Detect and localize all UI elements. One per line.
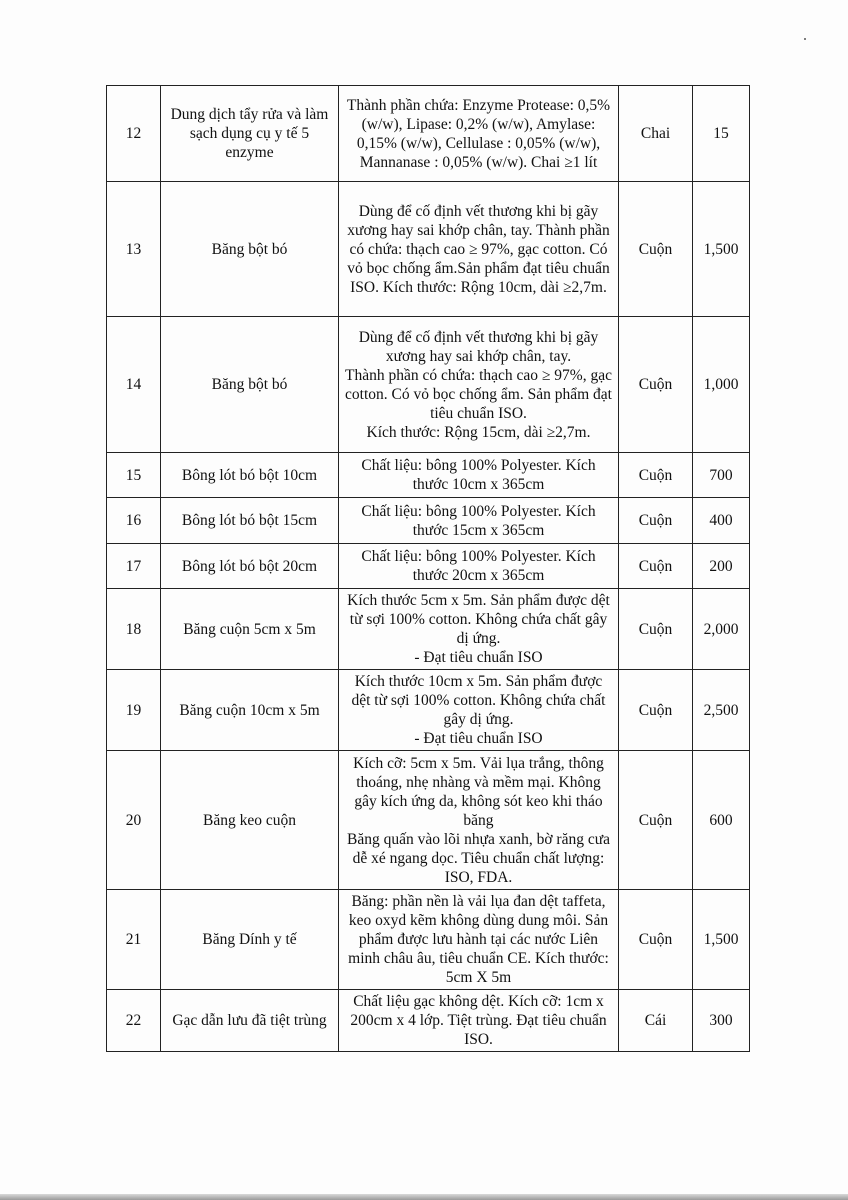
item-unit: Cuộn	[619, 317, 693, 453]
row-number: 18	[107, 589, 161, 670]
item-specification	[339, 498, 619, 544]
item-quantity: 700	[693, 453, 750, 498]
item-quantity: 300	[693, 990, 750, 1052]
item-specification	[339, 589, 619, 670]
item-unit: Cuộn	[619, 751, 693, 890]
item-specification	[339, 890, 619, 990]
item-name: Gạc dẫn lưu đã tiệt trùng	[161, 990, 339, 1052]
table-row	[107, 182, 750, 317]
specification-line: Chất liệu: bông 100% Polyester. Kích thước 10cm x 365cm	[361, 457, 596, 493]
table-row	[107, 86, 750, 182]
row-number: 13	[107, 182, 161, 317]
specification-line: Dùng để cố định vết thương khi bị gãy xương hay sai khớp chân, tay. Thành phần có chứa: thạch cao ≥ 97%, gạc cotton. Có vỏ bọc chống ẩm.Sản phẩm đạt tiêu chuẩn ISO. Kích thước: Rộng 10cm, dài ≥2,7m.	[347, 202, 610, 296]
item-name: Bông lót bó bột 10cm	[161, 453, 339, 498]
row-number: 14	[107, 317, 161, 453]
item-unit: Cái	[619, 990, 693, 1052]
item-specification	[339, 751, 619, 890]
item-unit: Cuộn	[619, 453, 693, 498]
table-row	[107, 544, 750, 589]
item-quantity: 200	[693, 544, 750, 589]
specification-line: Dùng để cố định vết thương khi bị gãy xương hay sai khớp chân, tay.	[358, 328, 599, 365]
supply-table-body	[107, 86, 750, 1052]
scan-speck	[804, 38, 806, 40]
item-unit: Cuộn	[619, 182, 693, 317]
row-number: 22	[107, 990, 161, 1052]
row-number: 15	[107, 453, 161, 498]
supply-table	[106, 85, 750, 1052]
item-unit: Cuộn	[619, 890, 693, 990]
specification-line: Thành phần chứa: Enzyme Protease: 0,5% (w/w), Lipase: 0,2% (w/w), Amylase: 0,15% (w/w), Cellulase : 0,05% (w/w), Mannanase : 0,05% (w/w). Chai ≥1 lít	[346, 96, 611, 171]
table-row	[107, 317, 750, 453]
item-name: Băng Dính y tế	[161, 890, 339, 990]
row-number: 16	[107, 498, 161, 544]
specification-line: - Đạt tiêu chuẩn ISO	[414, 649, 543, 666]
item-specification	[339, 670, 619, 751]
scan-bottom-edge	[0, 1194, 848, 1200]
item-unit: Cuộn	[619, 589, 693, 670]
item-specification	[339, 453, 619, 498]
item-specification	[339, 86, 619, 182]
item-unit: Cuộn	[619, 498, 693, 544]
specification-line: Kích cỡ: 5cm x 5m. Vải lụa trắng, thông thoáng, nhẹ nhàng và mềm mại. Không gây kích ứng da, không sót keo khi tháo băng	[353, 754, 604, 829]
item-name: Băng bột bó	[161, 317, 339, 453]
item-name: Dung dịch tẩy rửa và làm sạch dụng cụ y tế 5 enzyme	[161, 86, 339, 182]
specification-line: Kích thước 5cm x 5m. Sản phẩm được dệt từ sợi 100% cotton. Không chứa chất gây dị ứng.	[347, 592, 610, 647]
item-quantity: 1,500	[693, 182, 750, 317]
item-name: Băng cuộn 5cm x 5m	[161, 589, 339, 670]
item-name: Bông lót bó bột 20cm	[161, 544, 339, 589]
item-quantity: 400	[693, 498, 750, 544]
specification-line: Chất liệu: bông 100% Polyester. Kích thước 15cm x 365cm	[361, 502, 596, 539]
table-row	[107, 990, 750, 1052]
row-number: 17	[107, 544, 161, 589]
item-unit: Cuộn	[619, 544, 693, 589]
item-quantity: 2,500	[693, 670, 750, 751]
specification-line: Băng: phần nền là vải lụa đan dệt taffeta, keo oxyd kẽm không dùng dung môi. Sản phẩm được lưu hành tại các nước Liên minh châu âu, tiêu chuẩn CE. Kích thước: 5cm X 5m	[348, 893, 609, 986]
row-number: 19	[107, 670, 161, 751]
table-row	[107, 453, 750, 498]
specification-line: Thành phần có chứa: thạch cao ≥ 97%, gạc cotton. Có vỏ bọc chống ẩm. Sản phẩm đạt tiêu chuẩn ISO.	[345, 366, 612, 422]
item-specification	[339, 182, 619, 317]
row-number: 12	[107, 86, 161, 182]
specification-line: Chất liệu gạc không dệt. Kích cỡ: 1cm x 200cm x 4 lớp. Tiệt trùng. Đạt tiêu chuẩn ISO.	[350, 993, 607, 1048]
specification-line: Băng quấn vào lõi nhựa xanh, bờ răng cưa dễ xé ngang dọc. Tiêu chuẩn chất lượng: ISO, FDA.	[346, 830, 611, 886]
table-row	[107, 670, 750, 751]
item-name: Băng cuộn 10cm x 5m	[161, 670, 339, 751]
item-name: Bông lót bó bột 15cm	[161, 498, 339, 544]
row-number: 21	[107, 890, 161, 990]
item-specification	[339, 317, 619, 453]
item-name: Băng bột bó	[161, 182, 339, 317]
table-row	[107, 589, 750, 670]
item-name: Băng keo cuộn	[161, 751, 339, 890]
item-specification	[339, 990, 619, 1052]
item-quantity: 15	[693, 86, 750, 182]
item-quantity: 2,000	[693, 589, 750, 670]
item-quantity: 1,500	[693, 890, 750, 990]
item-quantity: 1,000	[693, 317, 750, 453]
specification-line: - Đạt tiêu chuẩn ISO	[414, 730, 543, 747]
specification-line: Kích thước: Rộng 15cm, dài ≥2,7m.	[366, 423, 591, 441]
item-unit: Cuộn	[619, 670, 693, 751]
specification-line: Chất liệu: bông 100% Polyester. Kích thước 20cm x 365cm	[361, 548, 596, 584]
item-quantity: 600	[693, 751, 750, 890]
row-number: 20	[107, 751, 161, 890]
item-unit: Chai	[619, 86, 693, 182]
specification-line: Kích thước 10cm x 5m. Sản phẩm được dệt từ sợi 100% cotton. Không chứa chất gây dị ứng.	[351, 673, 606, 728]
table-row	[107, 498, 750, 544]
table-row	[107, 751, 750, 890]
item-specification	[339, 544, 619, 589]
table-row	[107, 890, 750, 990]
